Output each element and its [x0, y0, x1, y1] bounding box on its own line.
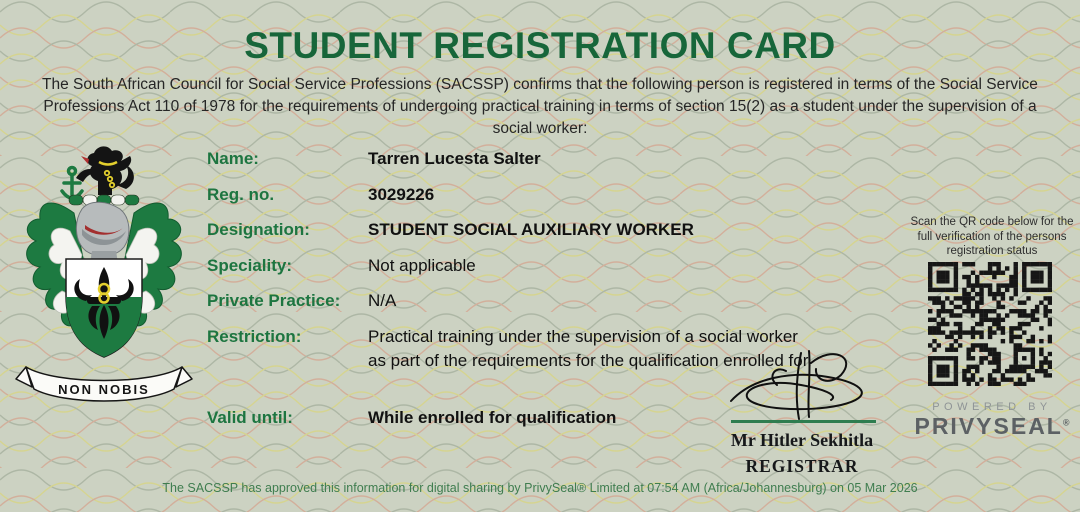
privyseal-wordmark [900, 413, 1080, 440]
signatory-name: Mr Hitler Sekhitla [730, 430, 874, 450]
powered-by-label: POWERED BY [932, 401, 1052, 413]
field-label-speciality: Speciality: [207, 256, 293, 275]
field-row-restriction [207, 325, 812, 373]
field-row-designation [207, 218, 694, 242]
field-label-valid-until: Valid until: [207, 408, 293, 427]
restriction-line-1: Practical training under the supervision of a social worker [368, 327, 798, 346]
page-title: STUDENT REGISTRATION CARD [244, 25, 836, 66]
field-label-reg-no: Reg. no. [207, 185, 275, 204]
restriction-line-2: as part of the requirements for the qualification enrolled for. [368, 351, 813, 370]
signatory-role: REGISTRAR [745, 456, 859, 476]
qr-caption: Scan the QR code below for the full verification of the persons registration status [910, 216, 1074, 257]
field-label-name: Name: [207, 149, 259, 168]
brand-text: PRIVYSEAL [914, 413, 1063, 439]
field-row-valid-until [207, 406, 616, 430]
field-value-valid-until: While enrolled for qualification [368, 408, 617, 427]
qr-code-icon [928, 262, 1052, 386]
intro-paragraph: The South African Council for Social Service Professions (SACSSP) confirms that the following person is registered in terms of the Social Service Professions Act 110 of 1978 for the requirements of undergoing practical training in terms of section 15(2) as a student under the supervision of a social worker: [42, 76, 1038, 137]
crest-motto: NON NOBIS [58, 382, 150, 397]
field-row-reg-no [207, 183, 434, 207]
approval-note: The SACSSP has approved this information for digital sharing by PrivySeal® Limited at 07:54 AM (Africa/Johannesburg) on 05 Mar 2026 [162, 481, 918, 495]
registered-mark: ® [1062, 417, 1070, 428]
field-value-designation: STUDENT SOCIAL AUXILIARY WORKER [368, 220, 694, 239]
field-row-private-practice [207, 289, 396, 313]
field-value-name: Tarren Lucesta Salter [368, 149, 541, 168]
field-value-speciality: Not applicable [368, 256, 476, 275]
field-label-designation: Designation: [207, 220, 310, 239]
signature-line [731, 420, 876, 423]
signature-scribble [723, 349, 883, 421]
field-label-private-practice: Private Practice: [207, 291, 341, 310]
field-label-restriction: Restriction: [207, 327, 302, 346]
field-row-speciality [207, 254, 476, 278]
field-row-name [207, 147, 541, 171]
field-value-reg-no: 3029226 [368, 185, 435, 204]
field-value-private-practice: N/A [368, 291, 397, 310]
